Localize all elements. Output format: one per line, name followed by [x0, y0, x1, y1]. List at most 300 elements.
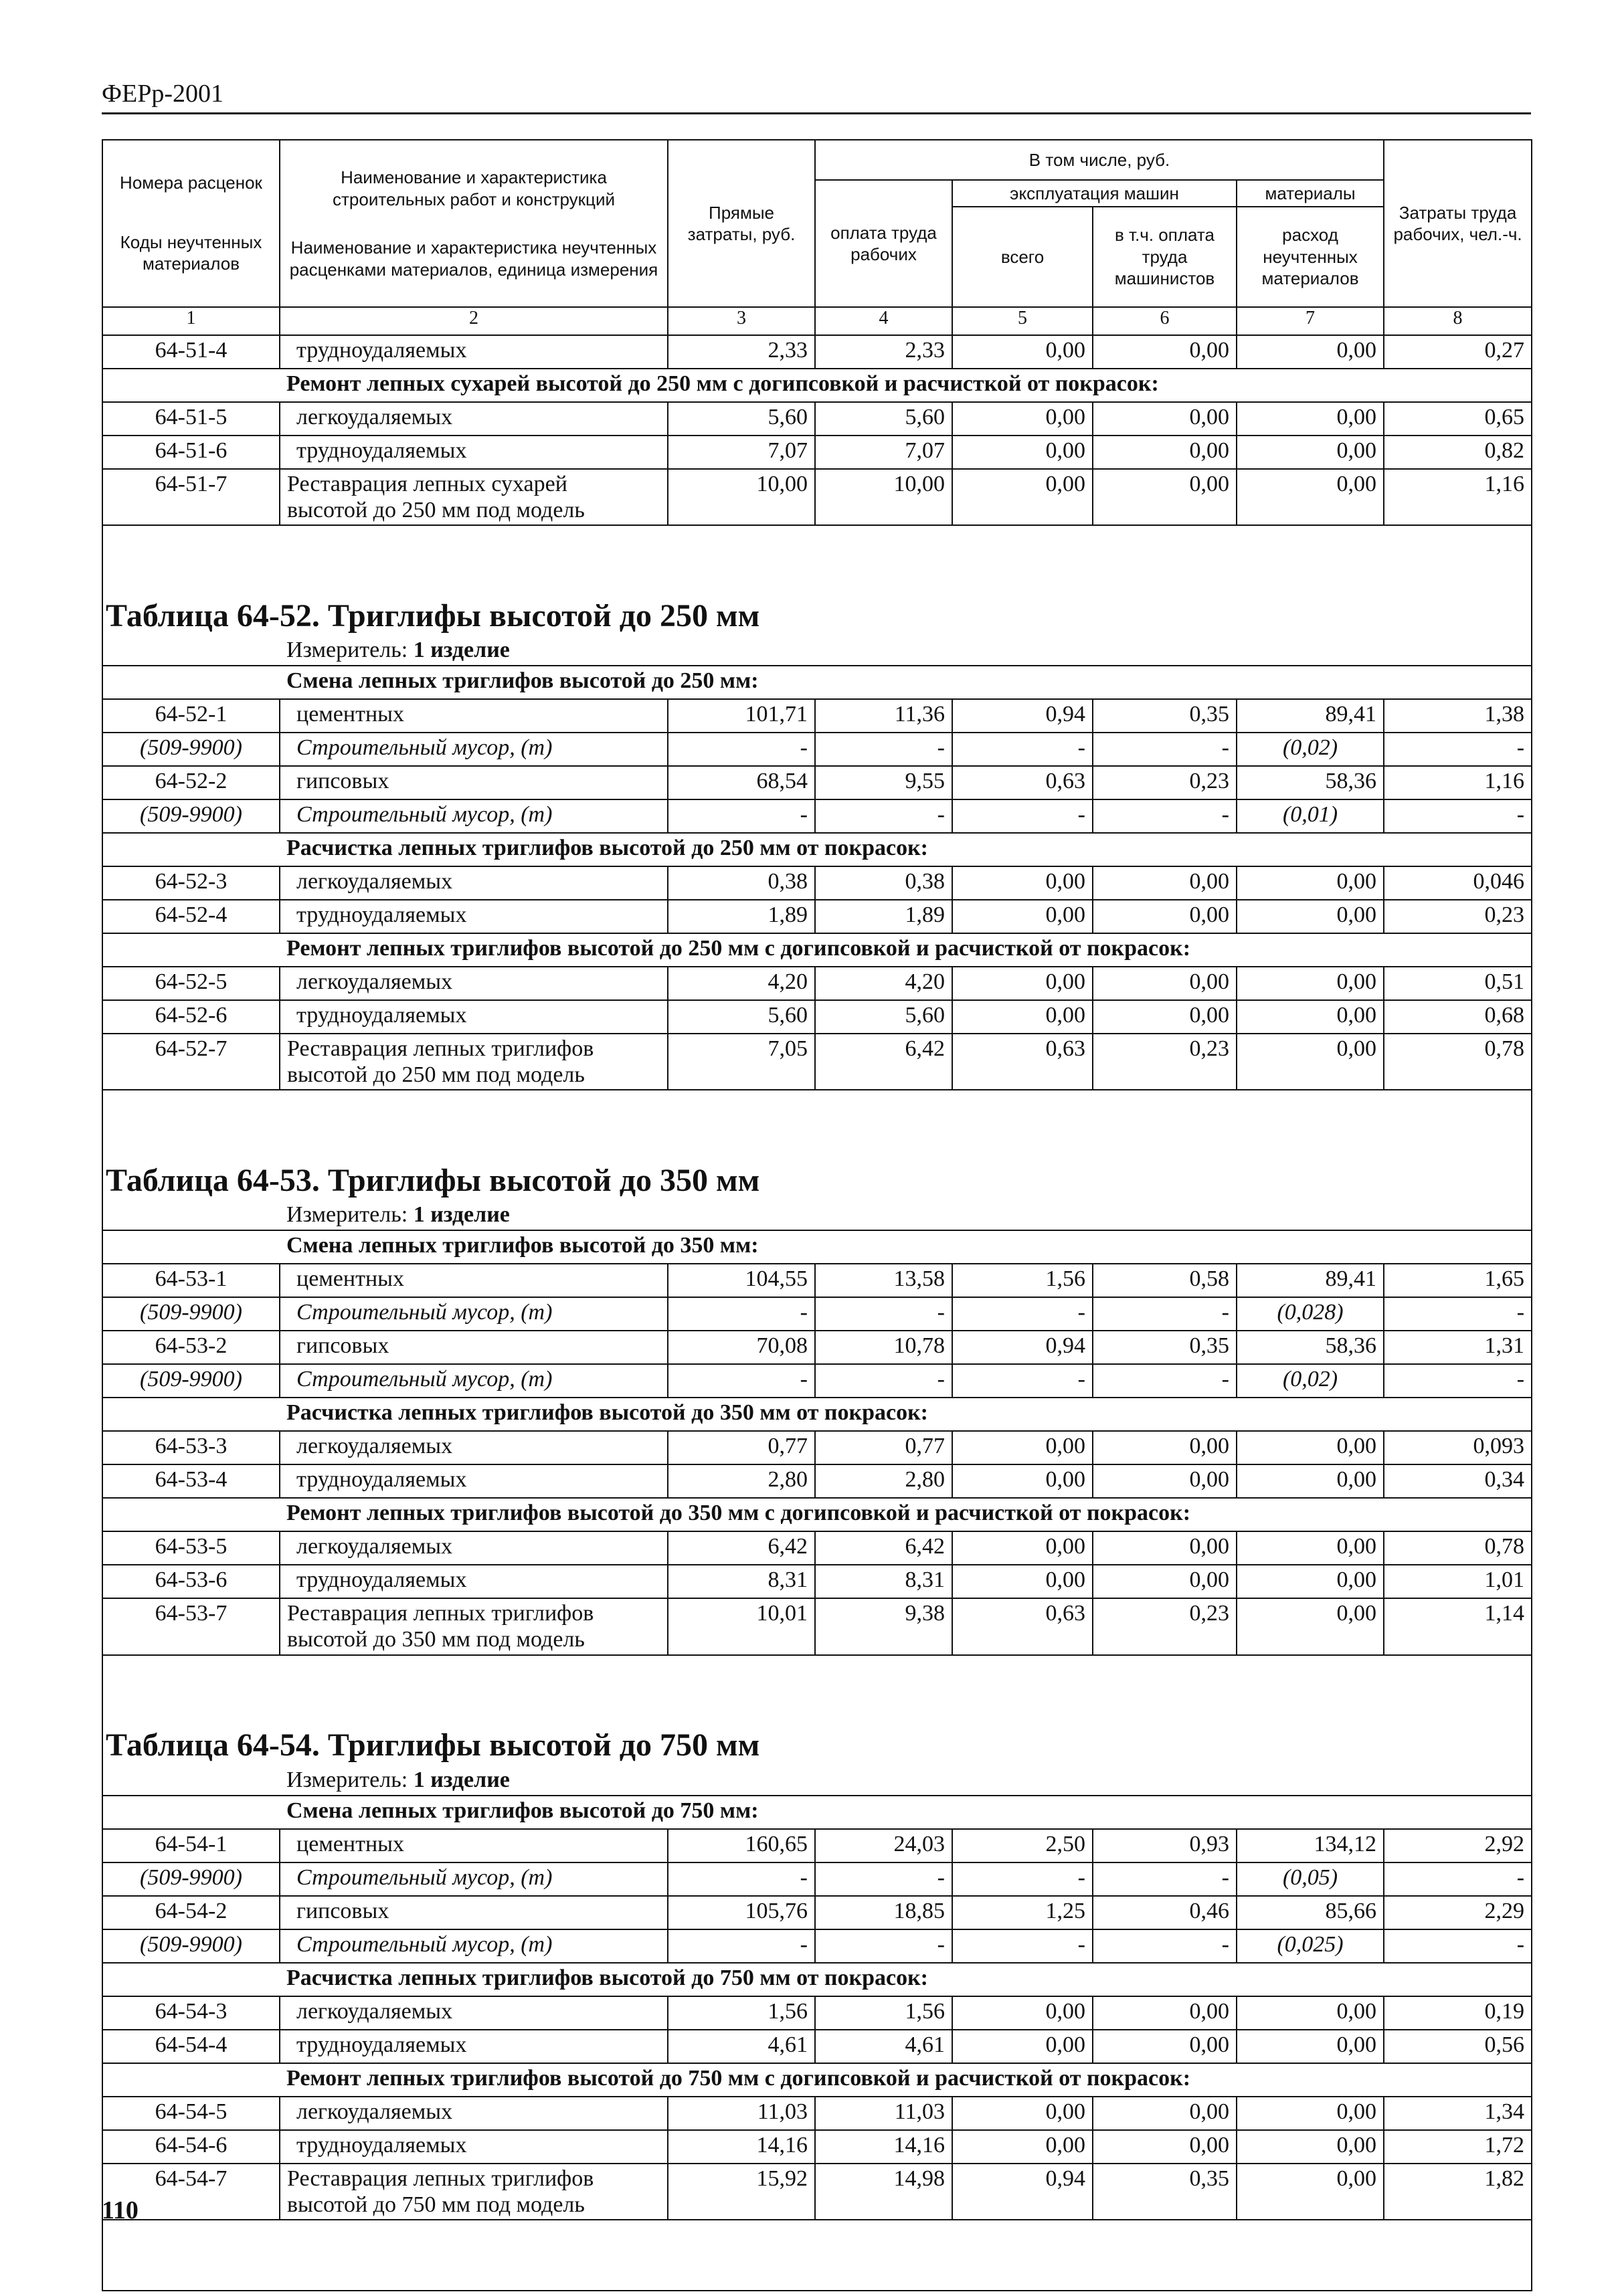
work-name-line: высотой до 250 мм под модель: [287, 1062, 585, 1088]
work-name: трудноудаляемых: [280, 1565, 668, 1598]
col-in-total-header: В том числе, руб.: [815, 140, 1384, 180]
value-cell: 0,56: [1384, 2030, 1532, 2063]
rate-code: 64-53-5: [102, 1531, 280, 1565]
work-name-line: Реставрация лепных триглифов: [287, 2166, 594, 2191]
value-cell: 0,23: [1093, 1598, 1237, 1654]
value-cell: 14,16: [815, 2130, 952, 2164]
value-cell: 0,23: [1093, 1034, 1237, 1090]
work-name-line: высотой до 350 мм под модель: [287, 1627, 585, 1652]
measure-row: [102, 1200, 1532, 1230]
col-materials-header: материалы: [1237, 180, 1384, 207]
col1-bottom-label: Коды неучтенных материалов: [120, 231, 262, 274]
value-cell: 0,00: [1237, 1431, 1384, 1464]
document-code: ФЕРр-2001: [102, 80, 224, 108]
work-name: легкоудаляемых: [280, 866, 668, 900]
value-cell: -: [1093, 1297, 1237, 1331]
value-cell: 11,03: [668, 2097, 815, 2130]
material-row: [102, 799, 1532, 833]
table-row: [102, 1464, 1532, 1498]
value-cell: 0,00: [1093, 335, 1237, 369]
material-code: (509-9900): [102, 799, 280, 833]
value-cell: 7,05: [668, 1034, 815, 1090]
value-cell: 0,00: [952, 900, 1093, 933]
rate-code: 64-51-7: [102, 469, 280, 525]
value-cell: 0,68: [1384, 1000, 1532, 1034]
material-name: Строительный мусор, (т): [280, 1297, 668, 1331]
value-cell: 4,20: [668, 967, 815, 1000]
value-cell: 0,00: [952, 1996, 1093, 2030]
rate-code: 64-54-3: [102, 1996, 280, 2030]
value-cell: 1,56: [952, 1264, 1093, 1297]
value-cell: 1,89: [815, 900, 952, 933]
value-cell: -: [1384, 733, 1532, 766]
value-cell: 0,38: [668, 866, 815, 900]
value-cell: 58,36: [1237, 766, 1384, 799]
section-heading-row: [102, 1963, 1532, 1996]
section-spacer: [102, 1398, 280, 1431]
work-name: гипсовых: [280, 1331, 668, 1364]
value-cell: 0,27: [1384, 335, 1532, 369]
material-code: (509-9900): [102, 1364, 280, 1398]
section-heading-row: [102, 1398, 1532, 1431]
value-cell: 1,25: [952, 1896, 1093, 1929]
value-cell: 2,80: [668, 1464, 815, 1498]
rate-code: 64-52-2: [102, 766, 280, 799]
value-cell: -: [952, 1297, 1093, 1331]
section-spacer: [102, 1498, 280, 1531]
value-cell: -: [1384, 1364, 1532, 1398]
rate-code: 64-54-1: [102, 1829, 280, 1862]
work-name: легкоудаляемых: [280, 967, 668, 1000]
value-cell: 0,00: [1237, 1996, 1384, 2030]
value-cell: -: [815, 1862, 952, 1896]
value-cell: 0,63: [952, 766, 1093, 799]
value-cell: 0,00: [1093, 469, 1237, 525]
value-cell: 104,55: [668, 1264, 815, 1297]
value-cell: 11,36: [815, 699, 952, 733]
table-row: [102, 469, 1532, 525]
value-cell: 0,23: [1093, 766, 1237, 799]
work-name: трудноудаляемых: [280, 2030, 668, 2063]
section-heading-row: [102, 1230, 1532, 1264]
work-name: трудноудаляемых: [280, 1464, 668, 1498]
value-cell: 0,94: [952, 2164, 1093, 2220]
section-heading-row: [102, 1498, 1532, 1531]
value-cell: -: [815, 733, 952, 766]
value-cell: 0,00: [952, 1000, 1093, 1034]
value-cell: 0,82: [1384, 436, 1532, 469]
value-cell: 10,00: [815, 469, 952, 525]
table-title: Таблица 64-53. Триглифы высотой до 350 мм: [102, 1140, 1532, 1200]
value-cell: 5,60: [815, 402, 952, 436]
value-cell: 0,77: [668, 1431, 815, 1464]
rate-code: 64-51-6: [102, 436, 280, 469]
work-name: трудноудаляемых: [280, 2130, 668, 2164]
table-title: Таблица 64-54. Триглифы высотой до 750 мм: [102, 1705, 1532, 1765]
work-name: [280, 1598, 668, 1654]
work-name: [280, 2164, 668, 2220]
value-cell: 101,71: [668, 699, 815, 733]
value-cell: 0,00: [952, 1531, 1093, 1565]
spacer-row: [102, 525, 1532, 575]
section-heading-row: [102, 1796, 1532, 1829]
work-name-line: Реставрация лепных триглифов: [287, 1601, 594, 1626]
value-cell: 14,98: [815, 2164, 952, 2220]
value-cell: 0,00: [1237, 2097, 1384, 2130]
value-cell: 5,60: [815, 1000, 952, 1034]
table-row: [102, 1565, 1532, 1598]
value-cell: 1,16: [1384, 766, 1532, 799]
material-name: Строительный мусор, (т): [280, 1929, 668, 1963]
value-cell: 0,23: [1384, 900, 1532, 933]
table-title: Таблица 64-52. Триглифы высотой до 250 мм: [102, 575, 1532, 636]
rate-code: 64-54-6: [102, 2130, 280, 2164]
value-cell: -: [952, 1862, 1093, 1896]
section-spacer: [102, 1963, 280, 1996]
col-direct-costs-header: Прямые затраты, руб.: [668, 140, 815, 307]
table-row: [102, 866, 1532, 900]
spacer: [102, 2220, 1532, 2291]
value-cell: 0,35: [1093, 1331, 1237, 1364]
value-cell: 0,00: [952, 2030, 1093, 2063]
value-cell: 89,41: [1237, 1264, 1384, 1297]
value-cell: 0,00: [952, 1464, 1093, 1498]
table-row: [102, 1829, 1532, 1862]
value-cell: 8,31: [815, 1565, 952, 1598]
material-row: [102, 1364, 1532, 1398]
table-row: [102, 900, 1532, 933]
measure-value: 1 изделие: [413, 1767, 510, 1792]
value-cell: -: [668, 1929, 815, 1963]
material-name: Строительный мусор, (т): [280, 733, 668, 766]
table-row: [102, 699, 1532, 733]
value-cell: 1,65: [1384, 1264, 1532, 1297]
value-cell: 0,00: [1237, 1000, 1384, 1034]
material-code: (509-9900): [102, 1929, 280, 1963]
value-cell: 5,60: [668, 1000, 815, 1034]
value-cell: 0,00: [1237, 967, 1384, 1000]
table-row: [102, 1996, 1532, 2030]
table-row: [102, 967, 1532, 1000]
value-cell: 0,00: [1093, 1531, 1237, 1565]
measure-spacer: [102, 1200, 280, 1230]
value-cell: -: [1093, 1364, 1237, 1398]
value-cell: 0,00: [952, 335, 1093, 369]
rate-code: 64-51-4: [102, 335, 280, 369]
table-row: [102, 2030, 1532, 2063]
table-row: [102, 1598, 1532, 1654]
measure-label: [280, 636, 1532, 666]
rate-code: 64-52-3: [102, 866, 280, 900]
value-cell: 0,00: [952, 866, 1093, 900]
col-materials-sub-header: расход неучтенных материалов: [1237, 207, 1384, 307]
work-name-line: Реставрация лепных триглифов: [287, 1036, 594, 1062]
value-cell: 0,00: [1093, 2097, 1237, 2130]
measure-caption: Измеритель:: [286, 1767, 408, 1792]
value-cell: 0,00: [1093, 1996, 1237, 2030]
value-cell: 0,78: [1384, 1531, 1532, 1565]
value-cell: -: [952, 1364, 1093, 1398]
rate-code: 64-52-7: [102, 1034, 280, 1090]
value-cell: 0,00: [1237, 900, 1384, 933]
rate-code: 64-52-1: [102, 699, 280, 733]
work-name: легкоудаляемых: [280, 2097, 668, 2130]
section-heading: Ремонт лепных триглифов высотой до 750 мм с догипсовкой и расчисткой от покрасок:: [280, 2063, 1532, 2097]
section-spacer: [102, 666, 280, 699]
value-cell: 9,38: [815, 1598, 952, 1654]
value-cell: 0,00: [1237, 1464, 1384, 1498]
measure-spacer: [102, 1765, 280, 1796]
value-cell: 8,31: [668, 1565, 815, 1598]
work-name: [280, 1034, 668, 1090]
rate-code: 64-53-2: [102, 1331, 280, 1364]
value-cell: 85,66: [1237, 1896, 1384, 1929]
value-cell: 5,60: [668, 402, 815, 436]
col-num: 2: [280, 307, 668, 335]
work-name: трудноудаляемых: [280, 900, 668, 933]
value-cell: 1,14: [1384, 1598, 1532, 1654]
value-cell: (0,028): [1237, 1297, 1384, 1331]
section-spacer: [102, 2063, 280, 2097]
rate-code: 64-51-5: [102, 402, 280, 436]
work-name: легкоудаляемых: [280, 1531, 668, 1565]
table-end-row: [102, 2220, 1532, 2291]
value-cell: 6,42: [815, 1034, 952, 1090]
table-row: [102, 402, 1532, 436]
value-cell: 0,35: [1093, 699, 1237, 733]
col1-top-label: Номера расценок: [120, 173, 262, 193]
value-cell: 2,80: [815, 1464, 952, 1498]
value-cell: 0,35: [1093, 2164, 1237, 2220]
section-heading: Ремонт лепных сухарей высотой до 250 мм с догипсовкой и расчисткой от покрасок:: [280, 369, 1532, 402]
value-cell: 0,00: [952, 1431, 1093, 1464]
work-name: трудноудаляемых: [280, 1000, 668, 1034]
rate-code: 64-52-4: [102, 900, 280, 933]
value-cell: 10,78: [815, 1331, 952, 1364]
value-cell: 9,55: [815, 766, 952, 799]
table-row: [102, 766, 1532, 799]
material-row: [102, 1297, 1532, 1331]
value-cell: 0,00: [1237, 866, 1384, 900]
col-labor-header: оплата труда рабочих: [815, 180, 952, 307]
value-cell: 0,00: [1093, 1464, 1237, 1498]
work-name: цементных: [280, 1829, 668, 1862]
value-cell: 0,00: [952, 2130, 1093, 2164]
value-cell: -: [1093, 733, 1237, 766]
value-cell: 0,93: [1093, 1829, 1237, 1862]
value-cell: 0,00: [952, 2097, 1093, 2130]
table-row: [102, 1331, 1532, 1364]
value-cell: 70,08: [668, 1331, 815, 1364]
table-row: [102, 2097, 1532, 2130]
section-spacer: [102, 369, 280, 402]
value-cell: 1,56: [668, 1996, 815, 2030]
col-num: 5: [952, 307, 1093, 335]
material-name: Строительный мусор, (т): [280, 1862, 668, 1896]
value-cell: 10,00: [668, 469, 815, 525]
work-name: [280, 469, 668, 525]
col-labor-hours-header: Затраты труда рабочих, чел.-ч.: [1384, 140, 1532, 307]
value-cell: 0,65: [1384, 402, 1532, 436]
value-cell: 2,33: [668, 335, 815, 369]
value-cell: 0,00: [1093, 2030, 1237, 2063]
value-cell: 4,61: [668, 2030, 815, 2063]
value-cell: 10,01: [668, 1598, 815, 1654]
value-cell: 0,00: [1093, 866, 1237, 900]
work-name-line: высотой до 750 мм под модель: [287, 2192, 585, 2217]
value-cell: 2,29: [1384, 1896, 1532, 1929]
value-cell: 0,00: [952, 469, 1093, 525]
value-cell: 4,20: [815, 967, 952, 1000]
value-cell: 0,00: [1093, 900, 1237, 933]
value-cell: -: [815, 1929, 952, 1963]
section-heading: Смена лепных триглифов высотой до 250 мм:: [280, 666, 1532, 699]
value-cell: 0,00: [1093, 436, 1237, 469]
spacer: [102, 1090, 1532, 1140]
rate-code: 64-52-6: [102, 1000, 280, 1034]
value-cell: 0,58: [1093, 1264, 1237, 1297]
table-title-row: [102, 575, 1532, 636]
value-cell: 2,33: [815, 335, 952, 369]
work-name-line: высотой до 250 мм под модель: [287, 498, 585, 523]
value-cell: (0,01): [1237, 799, 1384, 833]
value-cell: 68,54: [668, 766, 815, 799]
value-cell: 0,00: [1093, 1000, 1237, 1034]
value-cell: (0,02): [1237, 1364, 1384, 1398]
value-cell: 2,92: [1384, 1829, 1532, 1862]
table-row: [102, 1034, 1532, 1090]
value-cell: 0,94: [952, 699, 1093, 733]
material-row: [102, 1929, 1532, 1963]
spacer-row: [102, 1655, 1532, 1705]
header-rule: [102, 112, 1531, 114]
section-spacer: [102, 1230, 280, 1264]
rate-code: 64-53-7: [102, 1598, 280, 1654]
value-cell: 7,07: [668, 436, 815, 469]
measure-label: [280, 1765, 1532, 1796]
column-numbers-row: [102, 307, 1532, 335]
col-num: 6: [1093, 307, 1237, 335]
value-cell: 0,00: [952, 436, 1093, 469]
section-spacer: [102, 833, 280, 866]
section-heading: Ремонт лепных триглифов высотой до 350 мм с догипсовкой и расчисткой от покрасок:: [280, 1498, 1532, 1531]
value-cell: 0,00: [1237, 1034, 1384, 1090]
value-cell: 14,16: [668, 2130, 815, 2164]
value-cell: 2,50: [952, 1829, 1093, 1862]
value-cell: -: [815, 1297, 952, 1331]
value-cell: 0,38: [815, 866, 952, 900]
table-row: [102, 2130, 1532, 2164]
section-spacer: [102, 1796, 280, 1829]
col2-top-label: Наименование и характеристика строительных работ и конструкций: [332, 167, 615, 209]
col-num: 3: [668, 307, 815, 335]
col2-bottom-label: Наименование и характеристика неучтенных расценками материалов, единица измерения: [289, 237, 658, 280]
measure-caption: Измеритель:: [286, 1202, 408, 1228]
value-cell: 0,63: [952, 1598, 1093, 1654]
value-cell: 0,00: [1237, 436, 1384, 469]
spacer-row: [102, 1090, 1532, 1140]
value-cell: -: [1093, 799, 1237, 833]
rate-code: 64-52-5: [102, 967, 280, 1000]
section-heading: Ремонт лепных триглифов высотой до 250 мм с догипсовкой и расчисткой от покрасок:: [280, 933, 1532, 967]
value-cell: 0,00: [1237, 2030, 1384, 2063]
value-cell: 0,00: [1237, 1565, 1384, 1598]
section-heading: Расчистка лепных триглифов высотой до 750 мм от покрасок:: [280, 1963, 1532, 1996]
value-cell: 13,58: [815, 1264, 952, 1297]
value-cell: 1,89: [668, 900, 815, 933]
table-row: [102, 1264, 1532, 1297]
value-cell: 1,72: [1384, 2130, 1532, 2164]
section-heading-row: [102, 2063, 1532, 2097]
col-codes-header: [102, 140, 280, 307]
value-cell: 1,31: [1384, 1331, 1532, 1364]
work-name: цементных: [280, 1264, 668, 1297]
value-cell: 0,34: [1384, 1464, 1532, 1498]
value-cell: 24,03: [815, 1829, 952, 1862]
table-row: [102, 2164, 1532, 2220]
section-heading: Смена лепных триглифов высотой до 350 мм:: [280, 1230, 1532, 1264]
value-cell: 7,07: [815, 436, 952, 469]
material-code: (509-9900): [102, 1297, 280, 1331]
value-cell: 1,16: [1384, 469, 1532, 525]
value-cell: 1,38: [1384, 699, 1532, 733]
value-cell: 0,00: [1093, 1565, 1237, 1598]
value-cell: -: [952, 733, 1093, 766]
table-title-row: [102, 1140, 1532, 1200]
value-cell: 0,00: [1093, 2130, 1237, 2164]
col-num: 7: [1237, 307, 1384, 335]
work-name: гипсовых: [280, 766, 668, 799]
col-machines-all-header: всего: [952, 207, 1093, 307]
value-cell: 6,42: [815, 1531, 952, 1565]
value-cell: 0,78: [1384, 1034, 1532, 1090]
value-cell: -: [952, 1929, 1093, 1963]
value-cell: 0,00: [1093, 402, 1237, 436]
value-cell: -: [1384, 799, 1532, 833]
value-cell: (0,02): [1237, 733, 1384, 766]
value-cell: 0,00: [1093, 967, 1237, 1000]
work-name: цементных: [280, 699, 668, 733]
section-heading-row: [102, 369, 1532, 402]
col-name-header: [280, 140, 668, 307]
table-row: [102, 1431, 1532, 1464]
value-cell: 1,56: [815, 1996, 952, 2030]
value-cell: 0,046: [1384, 866, 1532, 900]
value-cell: 1,34: [1384, 2097, 1532, 2130]
value-cell: 0,00: [1237, 469, 1384, 525]
value-cell: 0,00: [1237, 2130, 1384, 2164]
material-row: [102, 733, 1532, 766]
value-cell: 6,42: [668, 1531, 815, 1565]
value-cell: -: [668, 733, 815, 766]
value-cell: 0,00: [1237, 1531, 1384, 1565]
value-cell: 0,51: [1384, 967, 1532, 1000]
value-cell: (0,025): [1237, 1929, 1384, 1963]
table-row: [102, 1531, 1532, 1565]
material-code: (509-9900): [102, 733, 280, 766]
value-cell: 58,36: [1237, 1331, 1384, 1364]
value-cell: -: [668, 1364, 815, 1398]
value-cell: 0,19: [1384, 1996, 1532, 2030]
value-cell: 1,82: [1384, 2164, 1532, 2220]
value-cell: -: [815, 799, 952, 833]
rate-code: 64-54-7: [102, 2164, 280, 2220]
section-heading: Расчистка лепных триглифов высотой до 350 мм от покрасок:: [280, 1398, 1532, 1431]
table-title-row: [102, 1705, 1532, 1765]
col-machines-header: эксплуатация машин: [952, 180, 1237, 207]
material-row: [102, 1862, 1532, 1896]
value-cell: -: [1384, 1929, 1532, 1963]
